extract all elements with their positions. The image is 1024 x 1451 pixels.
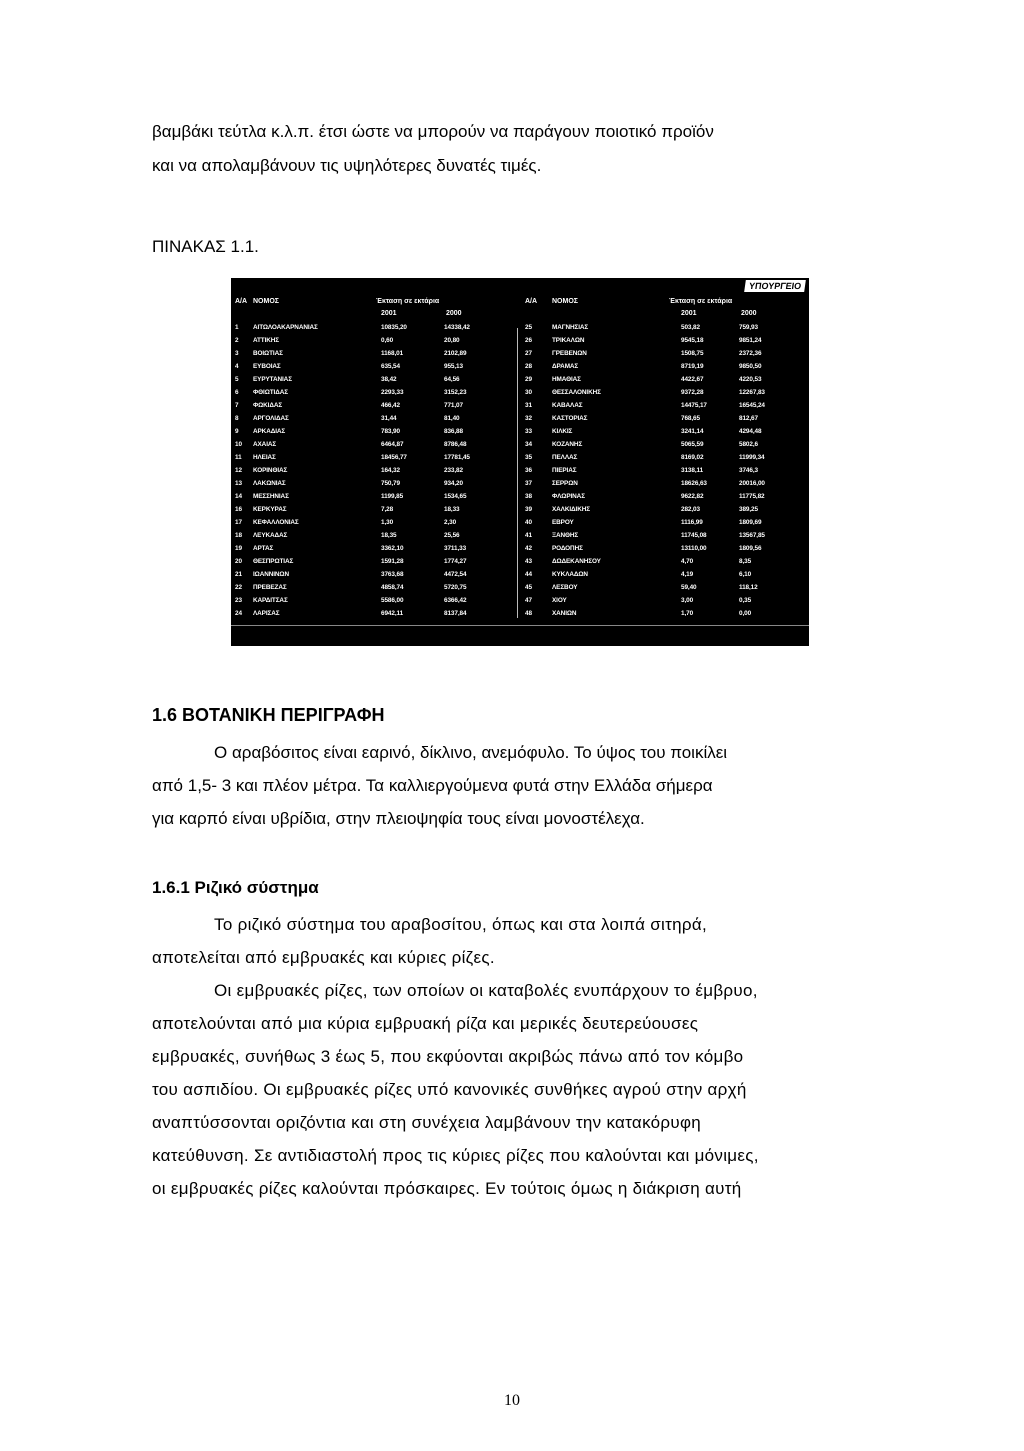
row-area-2001: 164,32: [381, 467, 400, 474]
row-area-2000: 17781,45: [444, 454, 470, 461]
row-area-2001: 5586,00: [381, 597, 404, 604]
row-area-2000: 11775,82: [739, 493, 765, 500]
row-prefecture: ΦΘΙΩΤΙΔΑΣ: [253, 389, 288, 396]
column-divider: [517, 328, 518, 618]
row-number: 31: [525, 402, 532, 409]
row-area-2000: 5720,75: [444, 584, 467, 591]
row-prefecture: ΗΜΑΘΙΑΣ: [552, 376, 581, 383]
row-number: 30: [525, 389, 532, 396]
row-number: 11: [235, 454, 242, 461]
row-area-2000: 9850,50: [739, 363, 762, 370]
text-line: και να απολαμβάνουν τις υψηλότερες δυνατές τιμές.: [152, 156, 542, 175]
row-number: 4: [235, 363, 239, 370]
row-area-2001: 7,28: [381, 506, 394, 513]
row-prefecture: ΑΡΤΑΣ: [253, 545, 274, 552]
row-number: 44: [525, 571, 532, 578]
table-caption: ΠΙΝΑΚΑΣ 1.1.: [152, 237, 259, 256]
row-number: 39: [525, 506, 532, 513]
row-number: 26: [525, 337, 532, 344]
row-area-2001: 18,35: [381, 532, 397, 539]
row-prefecture: ΡΟΔΟΠΗΣ: [552, 545, 583, 552]
row-area-2000: 6,10: [739, 571, 752, 578]
row-prefecture: ΓΡΕΒΕΝΩΝ: [552, 350, 587, 357]
row-prefecture: ΚΟΖΑΝΗΣ: [552, 441, 583, 448]
row-prefecture: ΑΙΤΩΛΟΑΚΑΡΝΑΝΙΑΣ: [253, 324, 318, 331]
row-prefecture: ΘΕΣΣΑΛΟΝΙΚΗΣ: [552, 389, 601, 396]
row-area-2000: 955,13: [444, 363, 463, 370]
row-area-2000: 1534,65: [444, 493, 467, 500]
row-number: 48: [525, 610, 532, 617]
row-number: 14: [235, 493, 242, 500]
row-prefecture: ΕΒΡΟΥ: [552, 519, 574, 526]
row-area-2001: 11745,08: [681, 532, 707, 539]
row-number: 45: [525, 584, 532, 591]
row-area-2001: 783,90: [381, 428, 400, 435]
row-number: 42: [525, 545, 532, 552]
header-2001-left: 2001: [381, 310, 397, 317]
row-area-2000: 20,80: [444, 337, 460, 344]
row-prefecture: ΑΤΤΙΚΗΣ: [253, 337, 280, 344]
row-area-2001: 1,30: [381, 519, 394, 526]
row-area-2000: 1809,56: [739, 545, 762, 552]
row-area-2001: 31,44: [381, 415, 397, 422]
subsection-paragraph: [152, 908, 892, 1205]
section-heading: 1.6 ΒΟΤΑΝΙΚΗ ΠΕΡΙΓΡΑΦΗ: [152, 705, 385, 725]
row-prefecture: ΒΟΙΩΤΙΑΣ: [253, 350, 283, 357]
row-area-2001: 1591,28: [381, 558, 404, 565]
row-area-2001: 5065,59: [681, 441, 704, 448]
row-area-2000: 18,33: [444, 506, 460, 513]
row-area-2000: 3152,23: [444, 389, 467, 396]
row-area-2000: 16545,24: [739, 402, 765, 409]
row-number: 22: [235, 584, 242, 591]
row-area-2001: 13110,00: [681, 545, 707, 552]
row-number: 41: [525, 532, 532, 539]
row-number: 2: [235, 337, 239, 344]
row-area-2001: 9545,18: [681, 337, 704, 344]
row-area-2001: 466,42: [381, 402, 400, 409]
row-prefecture: ΠΡΕΒΕΖΑΣ: [253, 584, 287, 591]
text-line: αναπτύσσονται οριζόντια και στη συνέχεια λαμβάνουν την κατακόρυφη: [152, 1113, 702, 1132]
row-number: 25: [525, 324, 532, 331]
row-area-2000: 8786,48: [444, 441, 467, 448]
row-area-2000: 13567,85: [739, 532, 765, 539]
row-area-2001: 0,60: [381, 337, 394, 344]
row-prefecture: ΚΥΚΛΑΔΩΝ: [552, 571, 588, 578]
row-area-2000: 3711,33: [444, 545, 467, 552]
row-prefecture: ΧΑΝΙΩΝ: [552, 610, 577, 617]
row-prefecture: ΚΕΦΑΛΛΟΝΙΑΣ: [253, 519, 299, 526]
row-area-2001: 6464,87: [381, 441, 404, 448]
row-area-2000: 812,67: [739, 415, 758, 422]
row-prefecture: ΚΑΣΤΟΡΙΑΣ: [552, 415, 588, 422]
header-2000-right: 2000: [741, 310, 757, 317]
row-area-2001: 38,42: [381, 376, 397, 383]
row-prefecture: ΑΡΚΑΔΙΑΣ: [253, 428, 286, 435]
row-prefecture: ΕΥΡΥΤΑΝΙΑΣ: [253, 376, 292, 383]
row-number: 20: [235, 558, 242, 565]
row-prefecture: ΑΧΑΙΑΣ: [253, 441, 277, 448]
row-area-2000: 4294,48: [739, 428, 762, 435]
row-area-2001: 8169,02: [681, 454, 704, 461]
intro-paragraph: [152, 117, 892, 181]
text-line: κατεύθυνση. Σε αντιδιαστολή προς τις κύριες ρίζες που καλούνται και μόνιμες,: [152, 1146, 759, 1165]
row-number: 35: [525, 454, 532, 461]
row-area-2001: 768,65: [681, 415, 700, 422]
row-prefecture: ΦΩΚΙΔΑΣ: [253, 402, 283, 409]
header-area-left: Έκταση σε εκτάρια: [376, 298, 440, 305]
row-area-2001: 3241,14: [681, 428, 704, 435]
text-line: για καρπό είναι υβρίδια, στην πλειοψηφία τους είναι μονοστέλεχα.: [152, 809, 645, 828]
row-area-2000: 8,35: [739, 558, 752, 565]
row-prefecture: ΔΡΑΜΑΣ: [552, 363, 579, 370]
row-area-2001: 4,70: [681, 558, 694, 565]
row-area-2001: 4,19: [681, 571, 694, 578]
row-number: 6: [235, 389, 239, 396]
table-bottom-rule: [231, 625, 809, 626]
text-line: του ασπιδίου. Οι εμβρυακές ρίζες υπό κανονικές συνθήκες αγρού στην αρχή: [152, 1080, 747, 1099]
text-line: από 1,5- 3 και πλέον μέτρα. Τα καλλιεργούμενα φυτά στην Ελλάδα σήμερα: [152, 776, 713, 795]
row-area-2000: 11999,34: [739, 454, 765, 461]
row-prefecture: ΑΡΓΟΛΙΔΑΣ: [253, 415, 289, 422]
row-area-2001: 3763,68: [381, 571, 404, 578]
row-area-2000: 771,07: [444, 402, 463, 409]
row-number: 21: [235, 571, 242, 578]
row-prefecture: ΚΑΒΑΛΑΣ: [552, 402, 583, 409]
row-number: 27: [525, 350, 532, 357]
row-number: 5: [235, 376, 239, 383]
header-aa-right: Α/Α: [525, 298, 538, 305]
row-number: 40: [525, 519, 532, 526]
row-number: 19: [235, 545, 242, 552]
row-number: 23: [235, 597, 242, 604]
row-area-2000: 934,20: [444, 480, 463, 487]
row-area-2001: 635,54: [381, 363, 400, 370]
row-number: 43: [525, 558, 532, 565]
row-area-2000: 1809,69: [739, 519, 762, 526]
row-prefecture: ΛΕΥΚΑΔΑΣ: [253, 532, 288, 539]
section-paragraph: [152, 736, 892, 835]
row-area-2000: 81,40: [444, 415, 460, 422]
row-prefecture: ΜΑΓΝΗΣΙΑΣ: [552, 324, 589, 331]
row-area-2000: 2,30: [444, 519, 457, 526]
row-prefecture: ΚΑΡΔΙΤΣΑΣ: [253, 597, 288, 604]
text-line: αποτελείται από εμβρυακές και κύριες ρίζες.: [152, 948, 495, 967]
row-prefecture: ΚΙΛΚΙΣ: [552, 428, 573, 435]
scanned-table: [231, 278, 809, 646]
row-prefecture: ΠΙΕΡΙΑΣ: [552, 467, 577, 474]
row-area-2000: 0,00: [739, 610, 752, 617]
row-number: 34: [525, 441, 532, 448]
row-area-2001: 59,40: [681, 584, 697, 591]
row-number: 8: [235, 415, 239, 422]
row-area-2000: 2372,36: [739, 350, 762, 357]
text-line: Το ριζικό σύστημα του αραβοσίτου, όπως και στα λοιπά σιτηρά,: [214, 915, 708, 934]
row-area-2001: 1168,01: [381, 350, 404, 357]
row-area-2001: 18626,63: [681, 480, 707, 487]
text-line: Ο αραβόσιτος είναι εαρινό, δίκλινο, ανεμόφυλο. Το ύψος του ποικίλει: [214, 743, 728, 762]
row-area-2000: 14338,42: [444, 324, 470, 331]
row-area-2000: 233,82: [444, 467, 463, 474]
row-number: 9: [235, 428, 239, 435]
row-number: 33: [525, 428, 532, 435]
row-area-2001: 750,79: [381, 480, 400, 487]
header-2001-right: 2001: [681, 310, 697, 317]
row-area-2001: 4858,74: [381, 584, 404, 591]
row-prefecture: ΘΕΣΠΡΩΤΙΑΣ: [253, 558, 294, 565]
row-area-2001: 9622,82: [681, 493, 704, 500]
row-number: 29: [525, 376, 532, 383]
header-2000-left: 2000: [446, 310, 462, 317]
row-area-2000: 9851,24: [739, 337, 762, 344]
header-nomos-right: ΝΟΜΟΣ: [552, 298, 578, 305]
row-number: 28: [525, 363, 532, 370]
row-area-2000: 118,12: [739, 584, 758, 591]
row-prefecture: ΛΑΚΩΝΙΑΣ: [253, 480, 286, 487]
row-prefecture: ΠΕΛΛΑΣ: [552, 454, 578, 461]
row-number: 24: [235, 610, 242, 617]
row-prefecture: ΣΕΡΡΩΝ: [552, 480, 578, 487]
row-prefecture: ΚΟΡΙΝΘΙΑΣ: [253, 467, 288, 474]
row-area-2000: 836,88: [444, 428, 463, 435]
row-area-2000: 389,25: [739, 506, 758, 513]
row-number: 17: [235, 519, 242, 526]
row-area-2000: 2102,89: [444, 350, 467, 357]
row-prefecture: ΗΛΕΙΑΣ: [253, 454, 276, 461]
row-area-2000: 25,56: [444, 532, 460, 539]
row-area-2001: 282,03: [681, 506, 700, 513]
row-area-2001: 1199,85: [381, 493, 404, 500]
row-prefecture: ΛΕΣΒΟΥ: [552, 584, 578, 591]
row-number: 12: [235, 467, 242, 474]
row-number: 16: [235, 506, 242, 513]
row-number: 1: [235, 324, 239, 331]
row-area-2000: 1774,27: [444, 558, 467, 565]
row-number: 18: [235, 532, 242, 539]
row-area-2001: 8719,19: [681, 363, 704, 370]
row-prefecture: ΧΑΛΚΙΔΙΚΗΣ: [552, 506, 590, 513]
row-number: 36: [525, 467, 532, 474]
row-number: 13: [235, 480, 242, 487]
ministry-stamp: ΥΠΟΥΡΓΕΙΟ: [744, 280, 806, 292]
row-area-2001: 3,00: [681, 597, 694, 604]
row-number: 7: [235, 402, 239, 409]
row-area-2000: 20016,00: [739, 480, 765, 487]
row-prefecture: ΤΡΙΚΑΛΩΝ: [552, 337, 585, 344]
row-area-2001: 4422,67: [681, 376, 704, 383]
text-line: Οι εμβρυακές ρίζες, των οποίων οι καταβολές ενυπάρχουν το έμβρυο,: [214, 981, 758, 1000]
row-prefecture: ΛΑΡΙΣΑΣ: [253, 610, 280, 617]
subsection-heading: 1.6.1 Ριζικό σύστημα: [152, 878, 319, 897]
row-prefecture: ΦΛΩΡΙΝΑΣ: [552, 493, 585, 500]
row-area-2001: 3362,10: [381, 545, 404, 552]
row-number: 3: [235, 350, 239, 357]
row-number: 37: [525, 480, 532, 487]
text-line: εμβρυακές, συνήθως 3 έως 5, που εκφύονται ακριβώς πάνω από τον κόμβο: [152, 1047, 744, 1066]
row-area-2000: 0,35: [739, 597, 752, 604]
row-prefecture: ΚΕΡΚΥΡΑΣ: [253, 506, 287, 513]
header-area-right: Έκταση σε εκτάρια: [669, 298, 733, 305]
row-prefecture: ΧΙΟΥ: [552, 597, 567, 604]
row-area-2001: 18456,77: [381, 454, 407, 461]
row-number: 10: [235, 441, 242, 448]
header-nomos-left: ΝΟΜΟΣ: [253, 298, 279, 305]
row-area-2000: 4472,54: [444, 571, 467, 578]
row-area-2000: 3746,3: [739, 467, 758, 474]
row-area-2000: 5802,6: [739, 441, 758, 448]
row-area-2001: 3138,11: [681, 467, 704, 474]
row-area-2001: 9372,28: [681, 389, 704, 396]
header-aa-left: Α/Α: [235, 298, 248, 305]
row-area-2000: 12267,83: [739, 389, 765, 396]
row-number: 38: [525, 493, 532, 500]
row-area-2001: 1508,75: [681, 350, 704, 357]
row-area-2000: 4220,53: [739, 376, 762, 383]
row-area-2001: 2293,33: [381, 389, 404, 396]
row-area-2000: 6366,42: [444, 597, 467, 604]
row-area-2001: 503,82: [681, 324, 700, 331]
row-area-2000: 64,56: [444, 376, 460, 383]
page-number: 10: [504, 1392, 520, 1409]
row-area-2001: 1,70: [681, 610, 694, 617]
row-prefecture: ΜΕΣΣΗΝΙΑΣ: [253, 493, 289, 500]
text-line: οι εμβρυακές ρίζες καλούνται πρόσκαιρες. Εν τούτοις όμως η διάκριση αυτή: [152, 1179, 742, 1198]
text-line: βαμβάκι τεύτλα κ.λ.π. έτσι ώστε να μπορούν να παράγουν ποιοτικό προϊόν: [152, 122, 714, 141]
row-prefecture: ΕΥΒΟΙΑΣ: [253, 363, 281, 370]
row-prefecture: ΙΩΑΝΝΙΝΩΝ: [253, 571, 289, 578]
row-prefecture: ΞΑΝΘΗΣ: [552, 532, 579, 539]
text-line: αποτελούνται από μια κύρια εμβρυακή ρίζα και μερικές δευτερεύουσες: [152, 1014, 699, 1033]
row-area-2001: 6942,11: [381, 610, 404, 617]
row-number: 47: [525, 597, 532, 604]
row-prefecture: ΔΩΔΕΚΑΝΗΣΟΥ: [552, 558, 601, 565]
row-area-2001: 1116,99: [681, 519, 703, 526]
row-number: 32: [525, 415, 532, 422]
row-area-2001: 14475,17: [681, 402, 707, 409]
row-area-2000: 759,93: [739, 324, 758, 331]
row-area-2000: 8137,84: [444, 610, 467, 617]
row-area-2001: 10835,20: [381, 324, 407, 331]
